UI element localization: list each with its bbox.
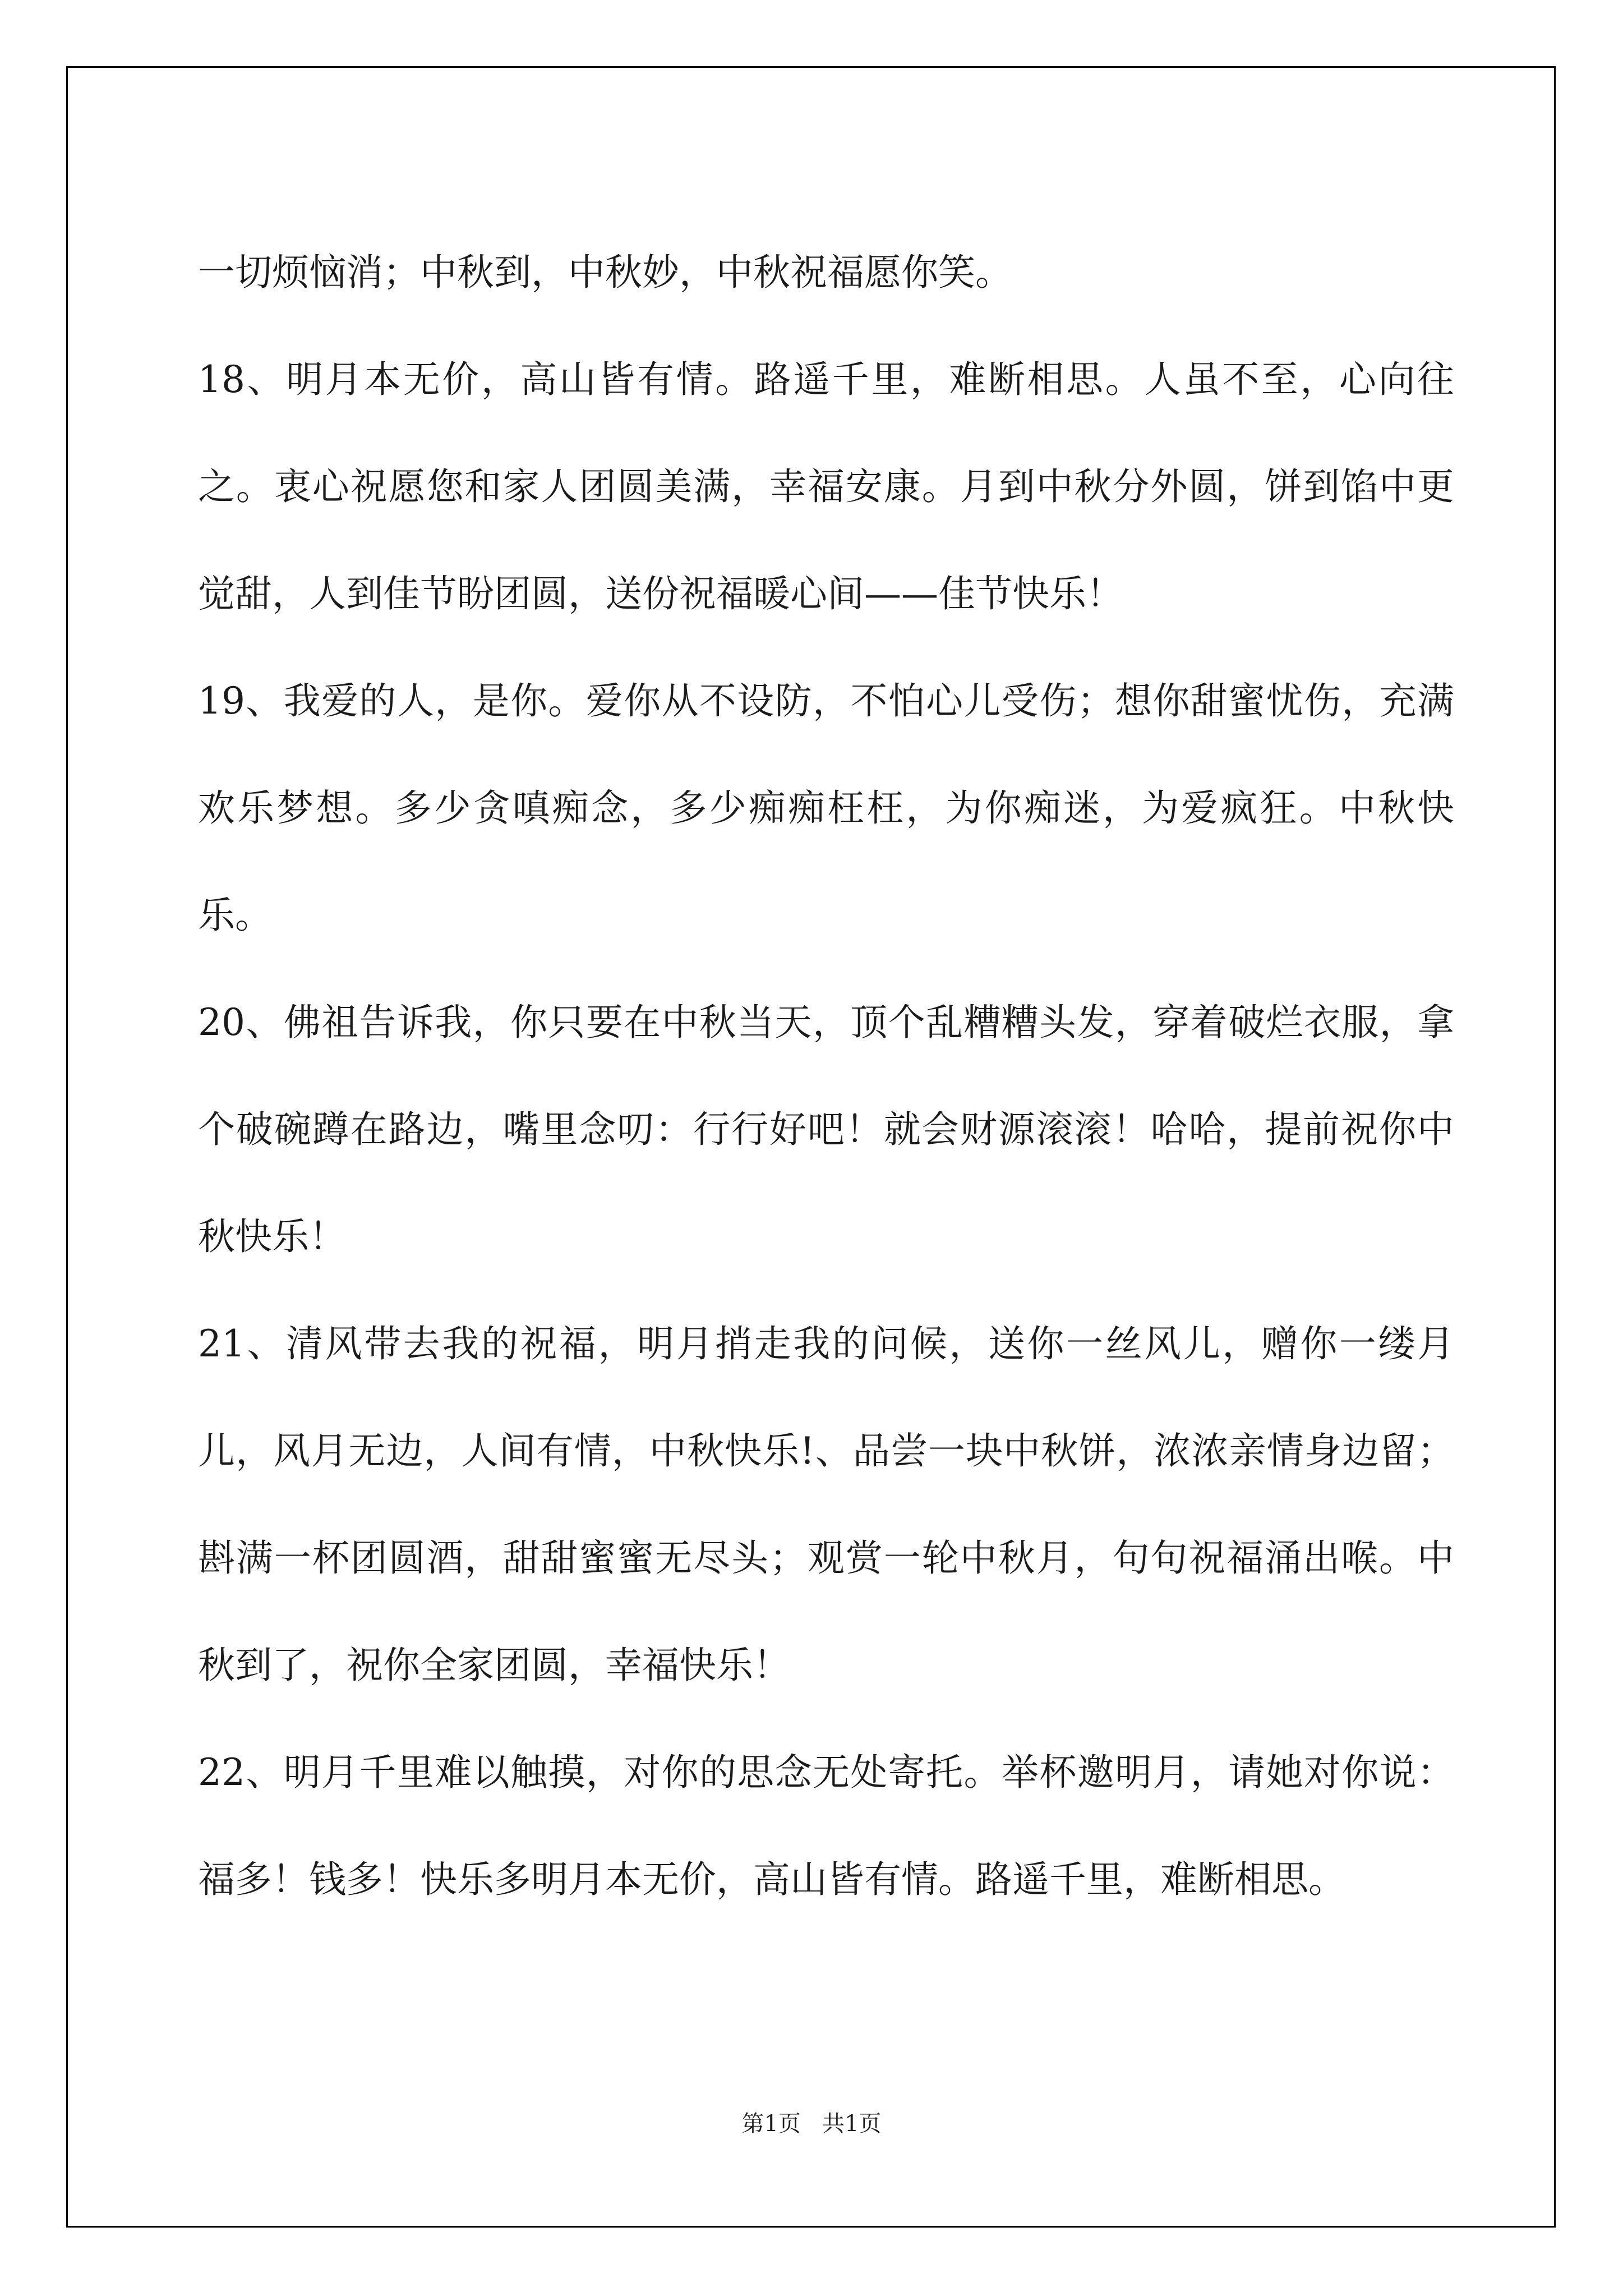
paragraph-continuation: 一切烦恼消；中秋到，中秋妙，中秋祝福愿你笑。 (198, 251, 1012, 294)
paragraph-19: 19、我爱的人，是你。爱你从不设防，不怕心儿受伤；想你甜蜜忧伤，充满欢乐梦想。多少贪嗔痴念，多少痴痴枉枉，为你痴迷，为爱疯狂。中秋快乐。 (198, 679, 1454, 937)
paragraph-18: 18、明月本无价，高山皆有情。路遥千里，难断相思。人虽不至，心向往之。衷心祝愿您和家人团圆美满，幸福安康。月到中秋分外圆，饼到馅中更觉甜，人到佳节盼团圆，送份祝福暖心间——佳节快乐！ (198, 358, 1454, 615)
document-body (198, 219, 1454, 1933)
paragraph-22: 22、明月千里难以触摸，对你的思念无处寄托。举杯邀明月，请她对你说：福多！钱多！快乐多明月本无价，高山皆有情。路遥千里，难断相思。 (198, 1751, 1454, 1901)
paragraph-20: 20、佛祖告诉我，你只要在中秋当天，顶个乱糟糟头发，穿着破烂衣服，拿个破碗蹲在路边，嘴里念叨：行行好吧！就会财源滚滚！哈哈，提前祝你中秋快乐！ (198, 1001, 1454, 1258)
page-number-footer: 第1页 共1页 (741, 2111, 882, 2137)
paragraph-21: 21、清风带去我的祝福，明月捎走我的问候，送你一丝风儿，赠你一缕月儿，风月无边，人间有情，中秋快乐!、品尝一块中秋饼，浓浓亲情身边留；斟满一杯团圆酒，甜甜蜜蜜无尽头；观赏一轮中秋月，句句祝福涌出喉。中秋到了，祝你全家团圆，幸福快乐！ (198, 1322, 1454, 1687)
